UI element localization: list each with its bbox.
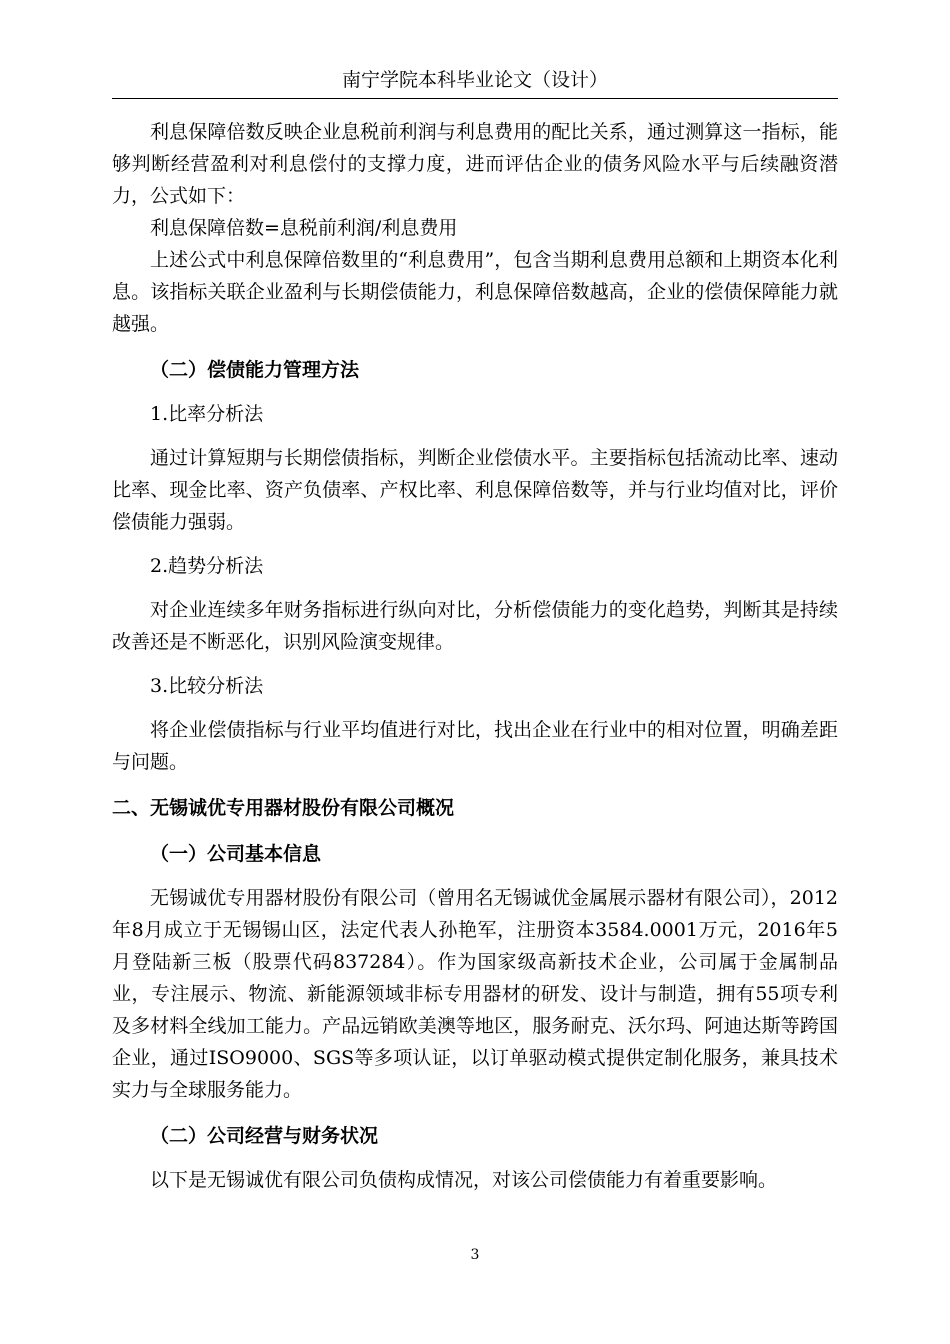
paragraph-interest-coverage: 利息保障倍数反映企业息税前利润与利息费用的配比关系，通过测算这一指标，能够判断经营盈利对利息偿付的支撑力度，进而评估企业的债务风险水平与后续融资潜力，公式如下： xyxy=(112,121,838,207)
heading-comparison-analysis: 3.比较分析法 xyxy=(150,675,264,697)
paragraph-interest-expense: 上述公式中利息保障倍数里的“利息费用”，包含当期利息费用总额和上期资本化利息。该指标关联企业盈利与长期偿债能力，利息保障倍数越高，企业的偿债保障能力就越强。 xyxy=(112,249,838,335)
paragraph-comparison-analysis: 将企业偿债指标与行业平均值进行对比，找出企业在行业中的相对位置，明确差距与问题。 xyxy=(112,719,838,773)
heading-operation-finance: （二）公司经营与财务状况 xyxy=(150,1125,379,1147)
paragraph-ratio-analysis: 通过计算短期与长期偿债指标，判断企业偿债水平。主要指标包括流动比率、速动比率、现金比率、资产负债率、产权比率、利息保障倍数等，并与行业均值对比，评价偿债能力强弱。 xyxy=(112,447,838,533)
paragraph-operation-finance: 以下是无锡诚优有限公司负债构成情况，对该公司偿债能力有着重要影响。 xyxy=(150,1169,778,1191)
paragraph-trend-analysis: 对企业连续多年财务指标进行纵向对比，分析偿债能力的变化趋势，判断其是持续改善还是不断恶化，识别风险演变规律。 xyxy=(112,599,838,653)
heading-trend-analysis: 2.趋势分析法 xyxy=(150,555,264,577)
page-number: 3 xyxy=(470,1247,480,1263)
running-header: 南宁学院本科毕业论文（设计） xyxy=(341,69,608,91)
paragraph-basic-info: 无锡诚优专用器材股份有限公司（曾用名无锡诚优金属展示器材有限公司），2012年8月成立于无锡锡山区，法定代表人孙艳军，注册资本3584.0001万元，2016年5月登陆新三板（股票代码837284）。作为国家级高新技术企业，公司属于金属制品业，专注展示、物流、新能源领域非标专用器材的研发、设计与制造，拥有55项专利及多材料全线加工能力。产品远销欧美澳等地区，服务耐克、沃尔玛、阿迪达斯等跨国企业，通过ISO9000、SGS等多项认证，以订单驱动模式提供定制化服务，兼具技术实力与全球服务能力。 xyxy=(112,887,838,1101)
formula-interest-coverage: 利息保障倍数=息税前利润/利息费用 xyxy=(150,217,458,239)
heading-basic-info: （一）公司基本信息 xyxy=(150,843,322,865)
heading-company-overview: 二、无锡诚优专用器材股份有限公司概况 xyxy=(112,797,455,819)
heading-methods: （二）偿债能力管理方法 xyxy=(150,359,360,381)
heading-ratio-analysis: 1.比率分析法 xyxy=(150,403,264,425)
header-rule xyxy=(112,98,838,99)
document-body xyxy=(112,116,838,1196)
